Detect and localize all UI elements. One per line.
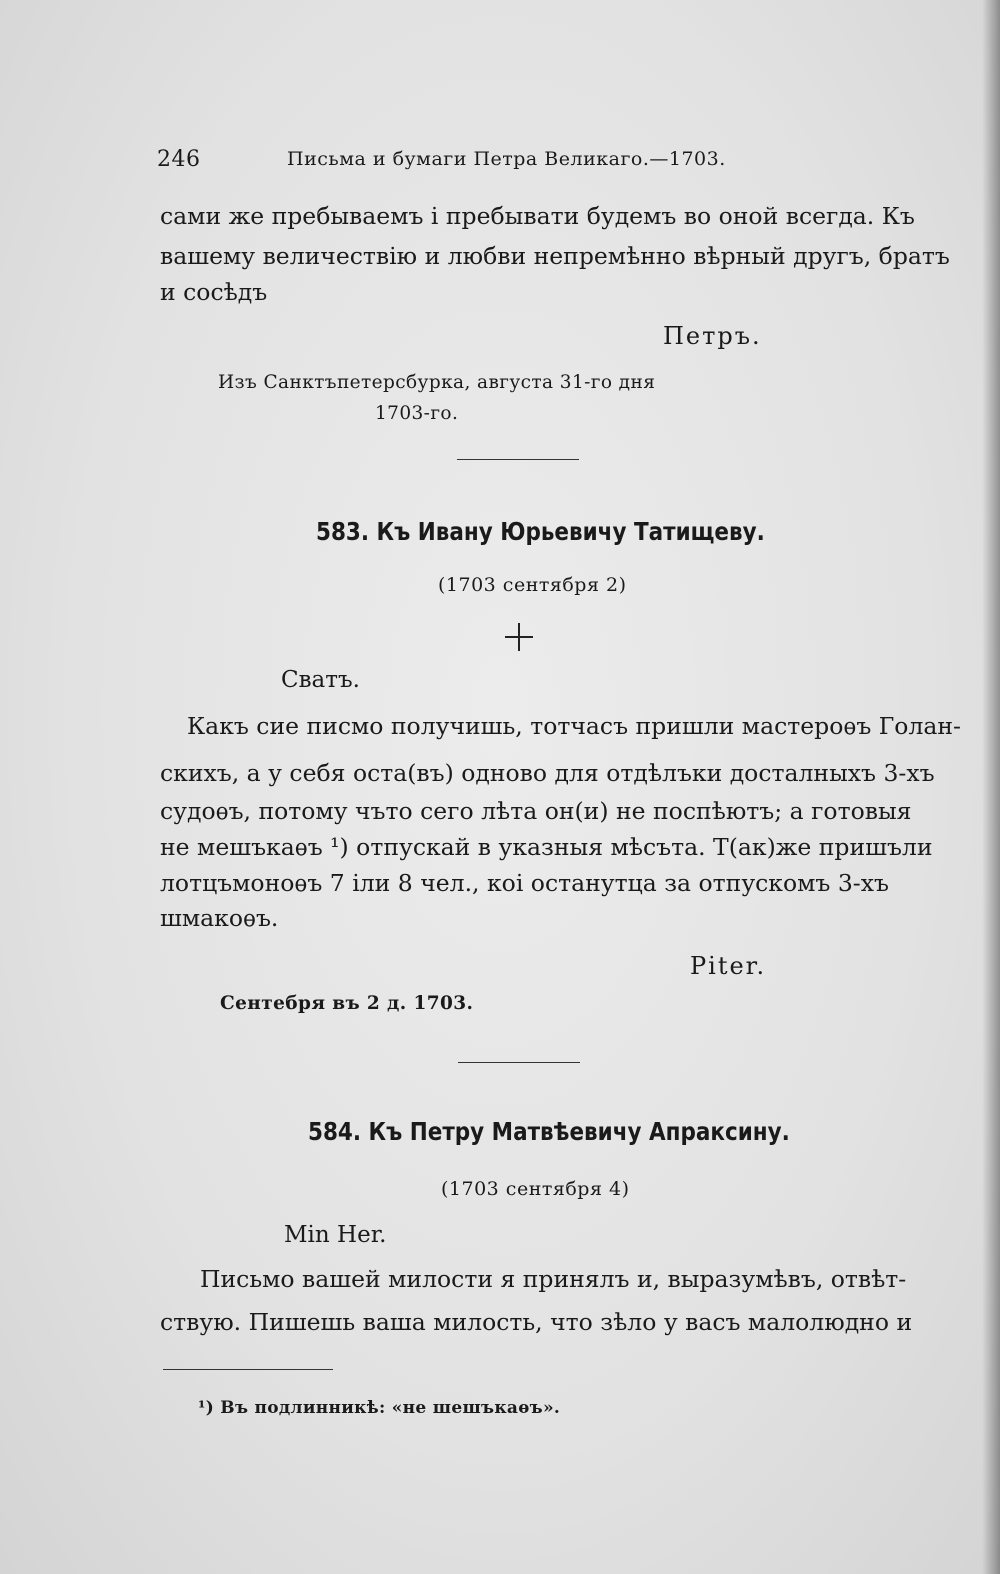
text-line: Письмо вашей милости я принялъ и, выразумѣвъ, отвѣт-: [200, 1265, 907, 1293]
place-date-line: 1703-го.: [375, 403, 459, 424]
section-divider: [458, 1062, 580, 1063]
letter-greeting: Сватъ.: [281, 667, 360, 693]
letter-date: (1703 сентября 4): [441, 1178, 630, 1200]
text-line: шмакоѳъ.: [160, 904, 279, 932]
text-line: не мешъкаѳъ ¹) отпускай в указныя мѣсъта. Т(ак)же пришъли: [160, 833, 933, 861]
running-title: Письма и бумаги Петра Великаго.—1703.: [287, 148, 726, 170]
place-date-line: Изъ Санктъпетерсбурка, августа 31-го дня: [218, 372, 656, 393]
cross-icon: [505, 623, 533, 651]
section-divider: [457, 459, 579, 460]
letter-greeting: Min Her.: [284, 1222, 387, 1248]
footnote: ¹) Въ подлинникѣ: «не шешъкаѳъ».: [198, 1398, 561, 1418]
text-line: лотцъмоноѳъ 7 іли 8 чел., коі останутца за отпускомъ 3-хъ: [160, 869, 889, 897]
text-line: скихъ, а у себя оста(въ) одново для отдѣлъки досталныхъ 3-хъ: [160, 759, 935, 787]
footnote-rule: [163, 1369, 333, 1370]
page-number: 246: [157, 147, 201, 172]
text-line: вашему величествію и любви непремѣнно вѣрный другъ, братъ: [160, 242, 950, 270]
letter-heading-583: 583. Къ Ивану Юрьевичу Татищеву.: [316, 517, 765, 546]
text-line: Какъ сие писмо получишь, тотчасъ пришли мастероѳъ Голан-: [187, 712, 961, 740]
text-line: сами же пребываемъ і пребывати будемъ во оной всегда. Къ: [160, 202, 915, 230]
letter-date-line: Сентебря въ 2 д. 1703.: [220, 993, 474, 1014]
page-edge-shadow: [982, 0, 1000, 1574]
text-line: судоѳъ, потому чъто сего лѣта он(и) не поспѣютъ; а готовыя: [160, 797, 912, 825]
signature-petr: Петръ.: [663, 322, 762, 350]
signature-piter: Piter.: [690, 952, 767, 980]
text-line: ствую. Пишешь ваша милость, что зѣло у васъ малолюдно и: [160, 1308, 913, 1336]
letter-heading-584: 584. Къ Петру Матвѣевичу Апраксину.: [308, 1117, 790, 1146]
text-line: и сосѣдъ: [160, 278, 268, 306]
letter-date: (1703 сентября 2): [438, 574, 627, 596]
